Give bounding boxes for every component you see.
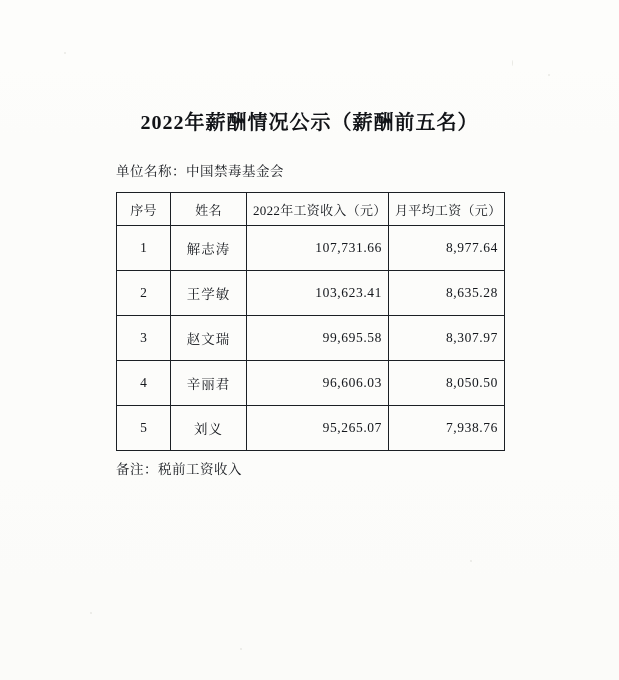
table-row [117, 406, 505, 451]
cell-year-income: 99,695.58 [247, 316, 389, 361]
cell-year-income: 103,623.41 [247, 271, 389, 316]
column-header-index: 序号 [117, 193, 171, 226]
table-row [117, 316, 505, 361]
column-header-year: 2022年工资收入（元） [247, 193, 389, 226]
salary-table [116, 192, 505, 451]
cell-month-avg: 8,977.64 [389, 226, 505, 271]
table-row [117, 226, 505, 271]
cell-name: 赵文瑞 [171, 316, 247, 361]
cell-index: 3 [117, 316, 171, 361]
cell-month-avg: 7,938.76 [389, 406, 505, 451]
table-row [117, 361, 505, 406]
page-title: 2022年薪酬情况公示（薪酬前五名） [140, 112, 479, 134]
table-row [117, 271, 505, 316]
footnote: 备注：税前工资收入 [116, 462, 242, 477]
cell-year-income: 107,731.66 [247, 226, 389, 271]
cell-name: 辛丽君 [171, 361, 247, 406]
cell-month-avg: 8,050.50 [389, 361, 505, 406]
cell-month-avg: 8,635.28 [389, 271, 505, 316]
cell-index: 4 [117, 361, 171, 406]
cell-year-income: 96,606.03 [247, 361, 389, 406]
cell-index: 5 [117, 406, 171, 451]
cell-index: 2 [117, 271, 171, 316]
unit-name-line: 单位名称：中国禁毒基金会 [116, 164, 284, 179]
cell-index: 1 [117, 226, 171, 271]
cell-name: 刘义 [171, 406, 247, 451]
cell-name: 王学敏 [171, 271, 247, 316]
cell-year-income: 95,265.07 [247, 406, 389, 451]
column-header-name: 姓名 [171, 193, 247, 226]
column-header-month: 月平均工资（元） [389, 193, 505, 226]
cell-month-avg: 8,307.97 [389, 316, 505, 361]
table-header-row [117, 193, 505, 226]
cell-name: 解志涛 [171, 226, 247, 271]
